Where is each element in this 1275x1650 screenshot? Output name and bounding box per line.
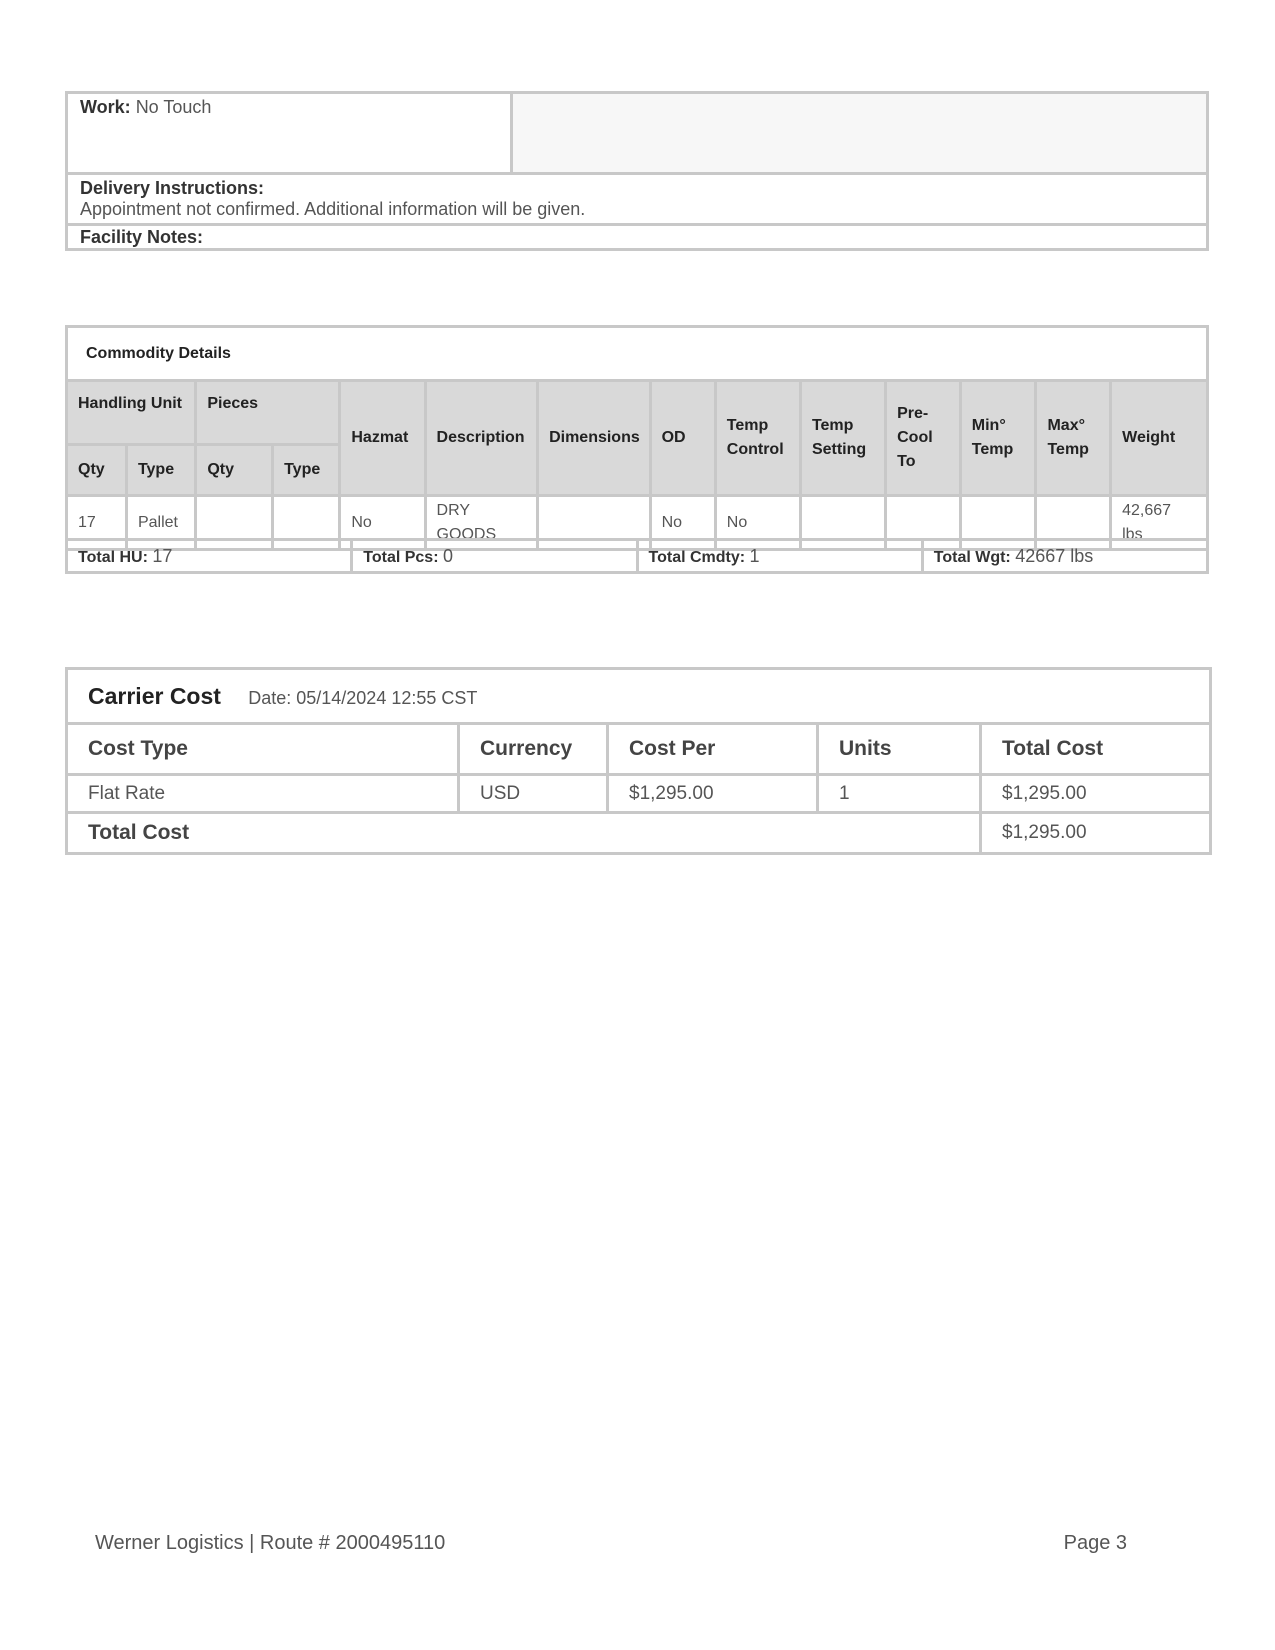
currency-header: Currency — [459, 724, 608, 775]
weight-cell: 42,667 lbs — [1111, 496, 1208, 550]
cost-type-header: Cost Type — [67, 724, 459, 775]
total-cost-label: Total Cost — [67, 813, 981, 854]
weight-header: Weight — [1111, 381, 1208, 496]
temp-setting-header: Temp Setting — [800, 381, 885, 496]
pcs-type-header: Type — [273, 445, 340, 496]
total-wgt: Total Wgt: 42667 lbs — [922, 540, 1207, 573]
hu-qty-header: Qty — [67, 445, 127, 496]
total-cost-value: $1,295.00 — [981, 813, 1211, 854]
carrier-cost-table — [65, 667, 1212, 855]
description-cell: DRY GOODS — [425, 496, 538, 550]
blank-cell — [512, 93, 1208, 174]
carrier-cost-date: Date: 05/14/2024 12:55 CST — [248, 687, 478, 708]
pieces-header: Pieces — [196, 381, 340, 445]
work-instructions-table — [65, 91, 1209, 251]
currency-cell: USD — [459, 775, 608, 813]
commodity-details-table — [65, 325, 1209, 551]
carrier-cost-header — [67, 669, 1211, 724]
hu-type-cell: Pallet — [126, 496, 195, 550]
hazmat-cell: No — [340, 496, 425, 550]
total-cmdty: Total Cmdty: 1 — [637, 540, 922, 573]
units-cell: 1 — [818, 775, 981, 813]
hu-qty-cell: 17 — [67, 496, 127, 550]
pcs-qty-header: Qty — [196, 445, 273, 496]
cost-per-header: Cost Per — [608, 724, 818, 775]
commodity-totals-table — [65, 538, 1209, 574]
table-row — [67, 775, 1211, 813]
carrier-cost-title: Carrier Cost — [88, 682, 221, 709]
cost-type-cell: Flat Rate — [67, 775, 459, 813]
total-cost-header: Total Cost — [981, 724, 1211, 775]
hazmat-header: Hazmat — [340, 381, 425, 496]
delivery-instructions-value: Appointment not confirmed. Additional information will be given. — [80, 199, 586, 219]
total-hu: Total HU: 17 — [67, 540, 352, 573]
dimensions-header: Dimensions — [538, 381, 651, 496]
temp-control-header: Temp Control — [715, 381, 800, 496]
handling-unit-header: Handling Unit — [67, 381, 196, 445]
max-temp-header: Max° Temp — [1036, 381, 1111, 496]
work-label: Work: — [80, 97, 131, 117]
delivery-instructions-cell — [67, 174, 1208, 225]
delivery-instructions-label: Delivery Instructions: — [80, 178, 265, 198]
units-header: Units — [818, 724, 981, 775]
total-cost-cell: $1,295.00 — [981, 775, 1211, 813]
od-header: OD — [650, 381, 715, 496]
work-cell — [67, 93, 512, 174]
total-pcs: Total Pcs: 0 — [352, 540, 637, 573]
cost-per-cell: $1,295.00 — [608, 775, 818, 813]
min-temp-header: Min° Temp — [960, 381, 1036, 496]
pre-cool-to-header: Pre- Cool To — [886, 381, 961, 496]
footer-route: Werner Logistics | Route # 2000495110 — [95, 1532, 446, 1554]
work-value: No Touch — [135, 97, 212, 117]
commodity-details-title: Commodity Details — [67, 327, 1208, 381]
facility-notes-label: Facility Notes: — [80, 227, 204, 247]
page-number: Page 3 — [1063, 1532, 1127, 1554]
description-header: Description — [425, 381, 538, 496]
hu-type-header: Type — [126, 445, 195, 496]
temp-control-cell: No — [715, 496, 800, 550]
od-cell: No — [650, 496, 715, 550]
facility-notes-cell — [67, 225, 1208, 250]
